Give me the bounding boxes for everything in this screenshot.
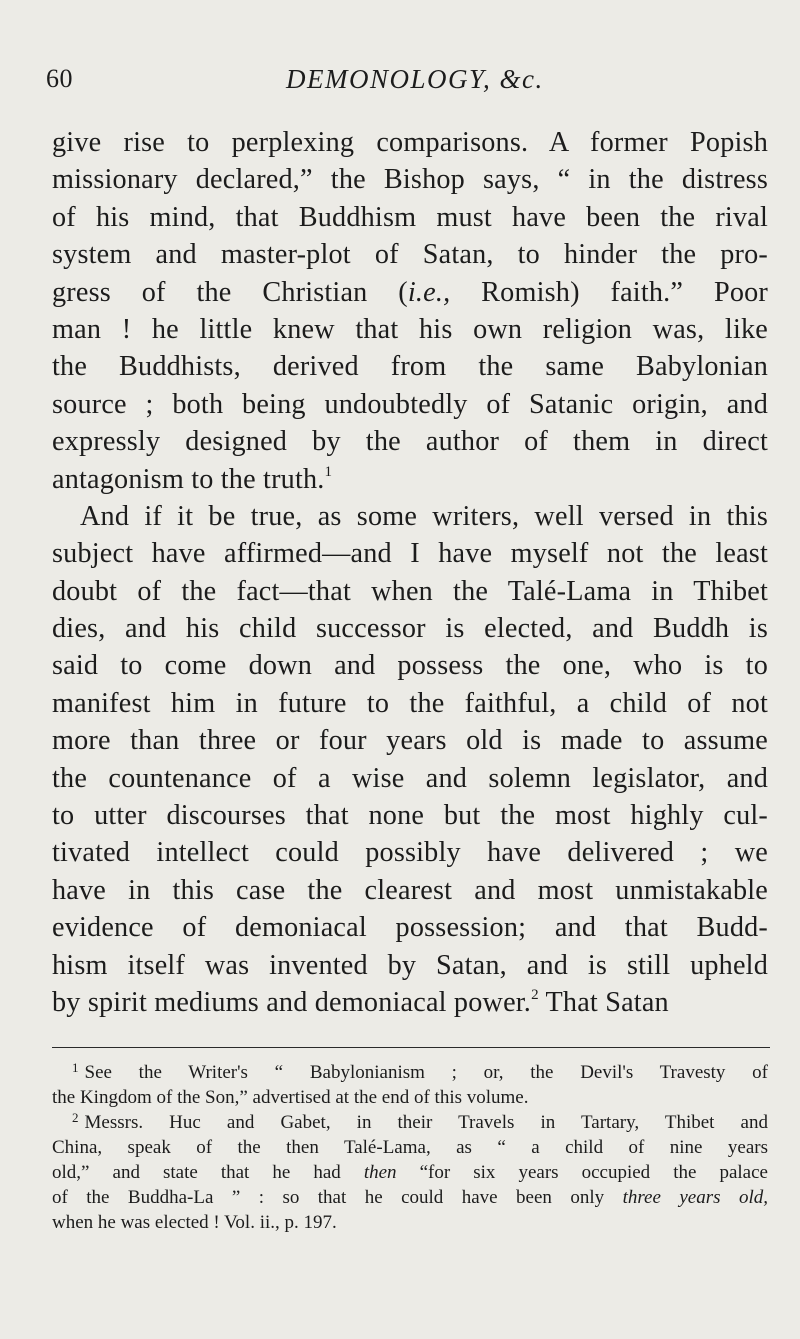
text-span: Romish) faith.” Poor <box>450 276 768 308</box>
text-span: That Satan <box>538 986 669 1018</box>
text-line <box>52 984 768 1021</box>
text-line: missionary declared,” the Bishop says, “ in the distress <box>52 164 768 196</box>
text-line: dies, and his child successor is elected, and Buddh is <box>52 613 768 645</box>
text-span: gress of the Christian ( <box>52 276 408 308</box>
footnote-2-line: when he was elected ! Vol. ii., p. 197. <box>52 1212 337 1233</box>
text-span: of the Buddha-La ” : so that he could have been only <box>52 1187 623 1208</box>
text-line: the countenance of a wise and solemn legislator, and <box>52 762 768 794</box>
text-line: man ! he little knew that his own religion was, like <box>52 313 768 345</box>
footnote-2-line <box>52 1110 768 1135</box>
page-number: 60 <box>46 64 73 93</box>
text-line <box>52 461 768 498</box>
text-span: Messrs. Huc and Gabet, in their Travels in Tartary, Thibet and <box>84 1112 768 1133</box>
text-span: old,” and state that he had <box>52 1162 364 1183</box>
text-line: system and master-plot of Satan, to hinder the pro- <box>52 239 768 271</box>
italic-word: then <box>363 1162 397 1183</box>
footnote-reference[interactable]: 1 <box>324 463 333 480</box>
text-line: give rise to perplexing comparisons. A former Popish <box>52 127 768 158</box>
text-line: doubt of the fact—that when the Talé-Lama in Thibet <box>52 575 768 607</box>
text-line: said to come down and possess the one, who is to <box>52 650 768 682</box>
footnote-mark: 2 <box>72 1110 79 1125</box>
text-line: manifest him in future to the faithful, a child of not <box>52 687 768 719</box>
text-span: by spirit mediums and demoniacal power. <box>52 986 532 1018</box>
text-line: the Buddhists, derived from the same Babylonian <box>52 351 768 383</box>
italic-abbreviation: i.e., <box>407 276 451 308</box>
text-line: hism itself was invented by Satan, and is still upheld <box>52 949 768 981</box>
footnote-2-line: China, speak of the then Talé-Lama, as “ a child of nine years <box>52 1137 768 1158</box>
footnote-rule <box>52 1047 770 1048</box>
text-span: antagonism to the truth. <box>52 463 325 495</box>
text-line: more than three or four years old is made to assume <box>52 725 768 757</box>
text-span: See the Writer's “ Babylonianism ; or, the Devil's Travesty of <box>84 1062 768 1083</box>
text-line: of his mind, that Buddhism must have been the rival <box>52 201 768 233</box>
text-line: subject have affirmed—and I have myself not the least <box>52 538 768 570</box>
footnote-2-line <box>52 1160 768 1185</box>
text-line: evidence of demoniacal possession; and that Budd- <box>52 912 768 944</box>
italic-phrase: three years old, <box>622 1187 768 1208</box>
running-title: DEMONOLOGY, &c. <box>286 64 544 94</box>
text-line: tivated intellect could possibly have delivered ; we <box>52 837 768 869</box>
text-line: expressly designed by the author of them in direct <box>52 426 768 458</box>
footnotes <box>52 1060 768 1235</box>
footnote-reference[interactable]: 2 <box>531 986 539 1003</box>
footnote-1-line <box>52 1060 768 1085</box>
text-span: “for six years occupied the palace <box>396 1162 768 1183</box>
paragraph-first-line: And if it be true, as some writers, well versed in this <box>80 500 768 532</box>
footnote-2-line <box>52 1185 768 1210</box>
text-line: source ; both being undoubtedly of Satanic origin, and <box>52 388 768 420</box>
text-line: have in this case the clearest and most unmistakable <box>52 874 768 906</box>
text-line <box>52 274 768 311</box>
body-text <box>52 124 768 1021</box>
text-line: to utter discourses that none but the most highly cul- <box>52 800 768 832</box>
footnote-mark: 1 <box>72 1060 79 1075</box>
footnote-1-line: the Kingdom of the Son,” advertised at the end of this volume. <box>52 1087 529 1108</box>
running-head <box>46 64 766 100</box>
